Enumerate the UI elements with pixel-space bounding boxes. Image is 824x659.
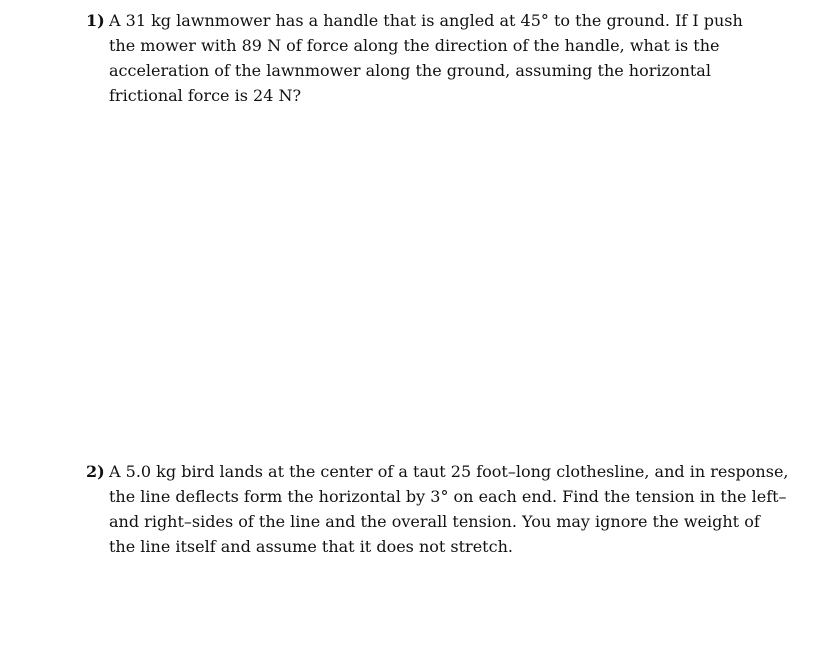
problem-2-text-line-1: A 5.0 kg bird lands at the center of a taut 25 foot–long clothesline, and in response,: [109, 462, 789, 481]
problem-2-line-1: [86, 459, 789, 484]
problem-1-text-line-4: frictional force is 24 N?: [109, 86, 302, 105]
problem-2-text-line-2: the line deflects form the horizontal by 3° on each end. Find the tension in the left–: [109, 487, 787, 506]
problem-1-line-1: [86, 8, 776, 33]
problem-2-text-line-4: the line itself and assume that it does not stretch.: [109, 537, 513, 556]
problem-1-text-line-3: acceleration of the lawnmower along the ground, assuming the horizontal: [109, 61, 711, 80]
problem-1-number: 1): [86, 11, 105, 30]
problem-2-text-line-3: and right–sides of the line and the overall tension. You may ignore the weight of: [109, 512, 760, 531]
problem-1: [86, 8, 776, 108]
problem-1-text-line-2: the mower with 89 N of force along the direction of the handle, what is the: [109, 36, 720, 55]
problem-2-number: 2): [86, 462, 105, 481]
problem-1-text-line-1: A 31 kg lawnmower has a handle that is angled at 45° to the ground. If I push: [109, 11, 743, 30]
problem-2: [86, 459, 789, 559]
